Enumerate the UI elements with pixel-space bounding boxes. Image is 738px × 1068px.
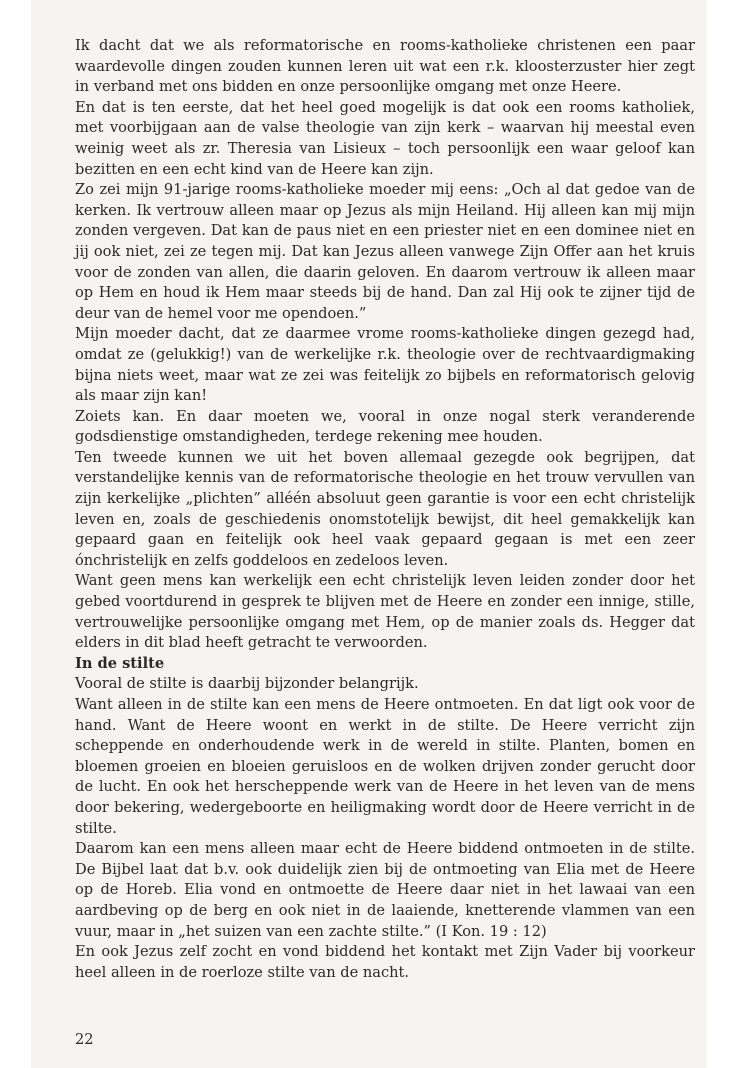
page-number: 22 <box>75 1031 94 1048</box>
paragraph: En dat is ten eerste, dat het heel goed mogelijk is dat ook een rooms katholiek, met voorbijgaan aan de valse theologie van zijn kerk – waarvan hij meestal even weinig weet als zr. Theresia van Lisieux – toch persoonlijk een waar geloof kan bezitten en een echt kind van de Heere kan zijn. <box>75 98 695 178</box>
paragraph: Want alleen in de stilte kan een mens de Heere ontmoeten. En dat ligt ook voor de hand. Want de Heere woont en werkt in de stilte. De Heere verricht zijn scheppende en onderhoudende werk in de wereld in stilte. Planten, bomen en bloemen groeien en bloeien geruisloos en de wolken drijven zonder gerucht door de lucht. En ook het herscheppende werk van de Heere in het leven van de mens door bekering, wedergeboorte en heiligmaking wordt door de Heere verricht in de stilte. <box>75 696 695 837</box>
paragraph: Ten tweede kunnen we uit het boven allemaal gezegde ook begrijpen, dat verstandelijke kennis van de reformatorische theologie en het trouw vervullen van zijn kerkelijke „plichten” alléén absoluut geen garantie is voor een echt christelijk leven en, zoals de geschiedenis onomstotelijk bewijst, dit heel gemakkelijk kan gepaard gaan en feitelijk ook heel vaak gepaard gegaan is met een zeer ónchristelijk en zelfs goddeloos en zedeloos leven. <box>75 448 695 569</box>
paragraph: Mijn moeder dacht, dat ze daarmee vrome rooms-katholieke dingen gezegd had, omdat ze (gelukkig!) van de werkelijke r.k. theologie over de rechtvaardigmaking bijna niets weet, maar wat ze zei was feitelijk zo bijbels en reformatorisch gelovig als maar zijn kan! <box>75 325 695 405</box>
paragraph: Zo zei mijn 91-jarige rooms-katholieke moeder mij eens: „Och al dat gedoe van de kerken. Ik vertrouw alleen maar op Jezus als mijn Heiland. Hij alleen kan mij mijn zonden vergeven. Dat kan de paus niet en een priester niet en een dominee niet en jij ook niet, zei ze tegen mij. Dat kan Jezus alleen vanwege Zijn Offer aan het kruis voor de zonden van allen, die daarin geloven. En daarom vertrouw ik alleen maar op Hem en houd ik Hem maar steeds bij de hand. Dan zal Hij ook te zijner tijd de deur van de hemel voor me opendoen.” <box>75 181 695 322</box>
paragraph: En ook Jezus zelf zocht en vond biddend het kontakt met Zijn Vader bij voorkeur heel alleen in de roerloze stilte van de nacht. <box>75 943 695 981</box>
paragraph: Vooral de stilte is daarbij bijzonder belangrijk. <box>75 675 419 693</box>
body-text <box>75 36 695 983</box>
paragraph: Want geen mens kan werkelijk een echt christelijk leven leiden zonder door het gebed voortdurend in gesprek te blijven met de Heere en zonder een innige, stille, vertrouwelijke persoonlijke omgang met Hem, op de manier zoals ds. Hegger dat elders in dit blad heeft getracht te verwoorden. <box>75 572 695 652</box>
paragraph: Ik dacht dat we als reformatorische en rooms-katholieke christenen een paar waardevolle dingen zouden kunnen leren uit wat een r.k. kloosterzuster hier zegt in verband met ons bidden en onze persoonlijke omgang met onze Heere. <box>75 37 695 96</box>
section-heading: In de stilte <box>75 654 165 672</box>
paragraph: Daarom kan een mens alleen maar echt de Heere biddend ontmoeten in de stilte. De Bijbel laat dat b.v. ook duidelijk zien bij de ontmoeting van Elia met de Heere op de Horeb. Elia vond en ontmoette de Heere daar niet in het lawaai van een aardbeving op de berg en ook niet in de laaiende, knetterende vlammen van een vuur, maar in „het suizen van een zachte stilte.” (I Kon. 19 : 12) <box>75 840 695 940</box>
paragraph: Zoiets kan. En daar moeten we, vooral in onze nogal sterk veranderende godsdienstige omstandigheden, terdege rekening mee houden. <box>75 407 695 446</box>
